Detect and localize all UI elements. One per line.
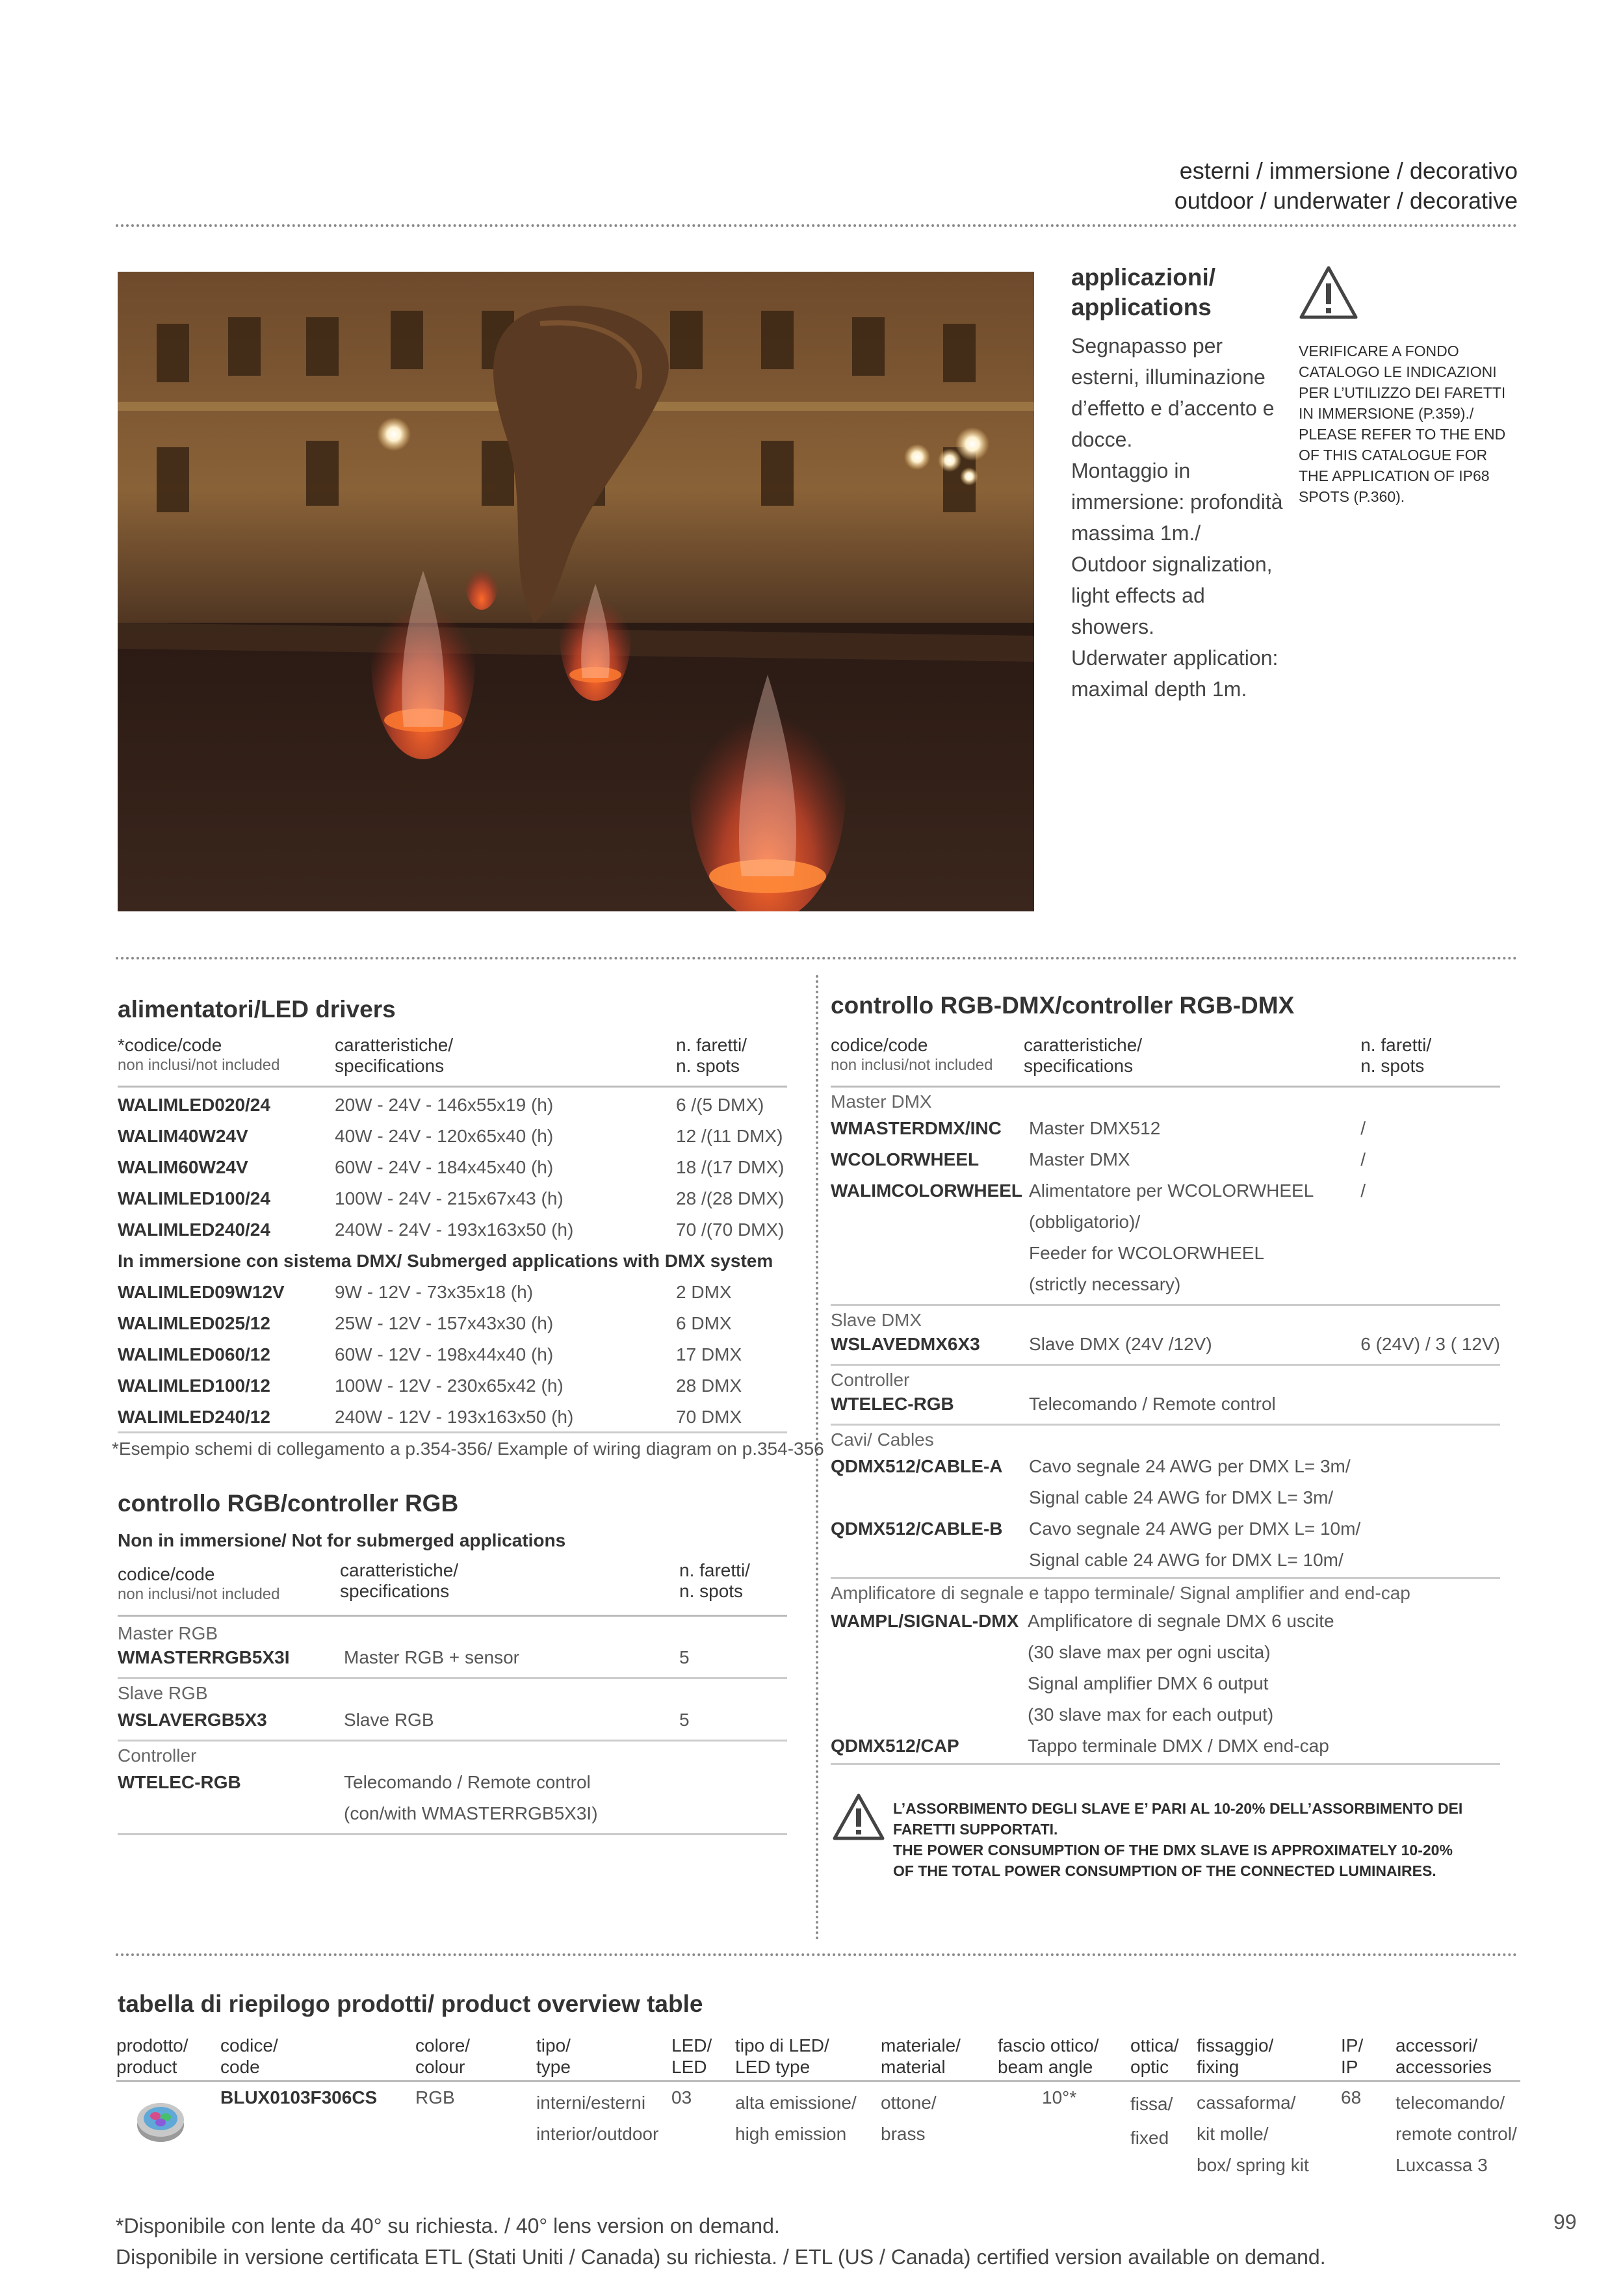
table-row-continued [118,1803,787,1834]
col-header: fascio ottico/ [998,2035,1099,2055]
product-code: WALIMLED100/12 [118,1375,270,1396]
app-line: Montaggio in [1071,459,1191,482]
spec: Telecomando / Remote control [1029,1393,1276,1414]
product-code: WMASTERDMX/INC [831,1117,1002,1138]
table-row-continued [831,1487,1500,1519]
spots: 2 DMX [676,1281,732,1302]
table-header [116,2035,1520,2081]
accessory: remote control/ [1396,2124,1517,2144]
colour: RGB [415,2087,455,2107]
col-header-en: type [536,2057,571,2077]
table-header [831,1035,1500,1087]
product-code: QDMX512/CABLE-B [831,1518,1003,1539]
spots: 70 DMX [676,1406,742,1427]
col-spots-header: n. faretti/ [679,1560,750,1580]
spec: 60W - 24V - 184x45x40 (h) [335,1156,554,1177]
spec: Signal amplifier DMX 6 output [1028,1673,1269,1693]
col-header: tipo di LED/ [735,2035,829,2055]
spots: / [1360,1117,1366,1138]
product-code: WTELEC-RGB [118,1771,241,1792]
warning-line: VERIFICARE A FONDO [1299,343,1459,359]
col-header-en: IP [1341,2057,1358,2077]
fixing-en: box/ spring kit [1197,2155,1309,2175]
product-thumbnail [129,2087,192,2150]
warning-line: PLEASE REFER TO THE END [1299,426,1506,443]
spec: 240W - 12V - 193x163x50 (h) [335,1406,574,1427]
rgb-subtitle: Non in immersione/ Not for submerged applications [118,1530,566,1550]
table-row [831,1334,1500,1365]
warning-line: OF THIS CATALOGUE FOR [1299,447,1488,463]
group-label: Amplificatore di segnale e tappo terminale/ Signal amplifier and end-cap [831,1583,1410,1603]
table-row-continued [831,1673,1500,1704]
table-row [118,1407,787,1433]
power-consumption-warning [893,1798,1504,1881]
col-header: tipo/ [536,2035,571,2055]
table-header [118,1560,787,1616]
table-row [118,1220,787,1251]
section-divider [116,1953,1518,1956]
product-code: WSLAVERGB5X3 [118,1709,267,1730]
product-code: WALIM60W24V [118,1156,248,1177]
type-en: interior/outdoor [536,2124,659,2144]
accessory: telecomando/ [1396,2093,1505,2113]
table-row-continued [831,1550,1500,1578]
table-header [118,1035,787,1087]
col-header-en: product [116,2057,177,2077]
spec: 60W - 12V - 198x44x40 (h) [335,1344,554,1364]
spec: Master DMX512 [1029,1117,1161,1138]
col-header-en: accessories [1396,2057,1492,2077]
spec: (con/with WMASTERRGB5X3I) [344,1803,598,1823]
group-label-row [118,1678,787,1710]
table-row-continued [831,1704,1500,1736]
fixing: cassaforma/ [1197,2093,1296,2113]
col-header-en: colour [415,2057,465,2077]
col-header: accessori/ [1396,2035,1478,2055]
spec: Telecomando / Remote control [344,1771,591,1792]
spec: Slave RGB [344,1709,434,1730]
applications-title-en: applications [1071,294,1212,320]
col-spots-header-en: n. spots [1360,1056,1425,1076]
table-row [831,1519,1500,1550]
spec: 100W - 12V - 230x65x42 (h) [335,1375,564,1396]
header-line-it: esterni / immersione / decorativo [1179,157,1518,184]
header-line-en: outdoor / underwater / decorative [1174,187,1518,214]
col-header: prodotto/ [116,2035,188,2055]
group-label: Slave RGB [118,1683,208,1703]
fixing: kit molle/ [1197,2124,1269,2144]
spec: Slave DMX (24V /12V) [1029,1333,1212,1354]
header-divider [116,224,1518,227]
product-code: BLUX0103F306CS [220,2087,378,2107]
table-row [118,1282,787,1313]
col-spec-header-en: specifications [1024,1056,1134,1076]
rgb-table [118,1560,787,1835]
warning-line: THE POWER CONSUMPTION OF THE DMX SLAVE IS APPROXIMATELY 10-20% [893,1842,1453,1859]
app-line: d’effetto e d’accento e [1071,397,1275,420]
overview-title: tabella di riepilogo prodotti/ product overview table [118,1990,703,2017]
rgb-title: controllo RGB/controller RGB [118,1490,459,1517]
table-row [118,1344,787,1376]
drivers-title: alimentatori/LED drivers [118,996,396,1023]
dmx-subheading: In immersione con sistema DMX/ Submerged applications with DMX system [118,1250,773,1271]
ip-rating: 68 [1341,2087,1362,2107]
table-row [118,1126,787,1157]
app-line: Uderwater application: [1071,646,1279,670]
product-code: WCOLORWHEEL [831,1149,980,1169]
warning-icon [832,1793,885,1846]
app-line: massima 1m./ [1071,521,1201,545]
group-label: Controller [118,1745,197,1766]
table-row [118,1095,787,1126]
table-row-continued [831,1212,1500,1243]
col-header-en: LED type [735,2057,811,2077]
spots: / [1360,1180,1366,1201]
col-code-header: codice/code [118,1564,215,1584]
product-photo [118,272,1034,911]
immersion-warning-text [1299,341,1523,507]
group-label: Controller [831,1370,910,1390]
table-row [831,1394,1500,1425]
footnotes [116,2210,1326,2273]
warning-line: L’ASSORBIMENTO DEGLI SLAVE E’ PARI AL 10-20% DELL’ASSORBIMENTO DEI [893,1800,1463,1817]
applications-title-it: applicazioni/ [1071,264,1216,291]
spec: Signal cable 24 AWG for DMX L= 10m/ [1029,1549,1344,1570]
col-spots-header-en: n. spots [676,1056,740,1076]
material-en: brass [881,2124,926,2144]
col-header: materiale/ [881,2035,961,2055]
table-row [118,1647,787,1678]
dmx-title: controllo RGB-DMX/controller RGB-DMX [831,992,1295,1019]
spec: (strictly necessary) [1029,1273,1181,1294]
warning-line: OF THE TOTAL POWER CONSUMPTION OF THE CONNECTED LUMINAIRES. [893,1862,1436,1879]
spec: Signal cable 24 AWG for DMX L= 3m/ [1029,1487,1334,1507]
spots: 12 /(11 DMX) [676,1125,783,1146]
table-row [831,1611,1500,1642]
col-spec-header: caratteristiche/ [1024,1035,1143,1055]
group-label: Master RGB [118,1623,218,1643]
spec: (30 slave max for each output) [1028,1704,1274,1725]
page-number: 99 [1553,2210,1577,2234]
warning-line: SPOTS (P.360). [1299,488,1405,505]
table-row-continued [831,1642,1500,1673]
spec: Master DMX [1029,1149,1130,1169]
drivers-table [118,1035,787,1433]
col-code-sub: non inclusi/not included [118,1056,280,1074]
spec: Amplificatore di segnale DMX 6 uscite [1028,1610,1334,1631]
spec: Tappo terminale DMX / DMX end-cap [1028,1735,1329,1756]
col-code-header: *codice/code [118,1035,222,1055]
col-spots-header-en: n. spots [679,1581,744,1601]
dmx-table [831,1035,1500,1765]
footnote-etl: Disponibile in versione certificata ETL (Stati Uniti / Canada) su richiesta. / ETL (US / Canada) certified version available on demand. [116,2245,1326,2269]
warning-line: CATALOGO LE INDICAZIONI [1299,363,1497,380]
warning-line: FARETTI SUPPORTATI. [893,1821,1058,1838]
optic: fissa/ [1130,2094,1173,2114]
group-label-row [831,1305,1500,1334]
led-type-en: high emission [735,2124,847,2144]
product-code: WALIMLED020/24 [118,1094,270,1115]
warning-line: THE APPLICATION OF IP68 [1299,467,1490,484]
table-row [831,1149,1500,1181]
spots: 6 (24V) / 3 ( 12V) [1360,1333,1500,1354]
table-row-continued [831,1243,1500,1274]
spots: 6 DMX [676,1312,732,1333]
table-row [118,1157,787,1188]
type: interni/esterni [536,2093,646,2113]
group-label: Slave DMX [831,1310,922,1330]
col-header-en: fixing [1197,2057,1240,2077]
spots: 5 [679,1647,690,1667]
col-header: colore/ [415,2035,471,2055]
section-divider [116,957,1518,959]
spec: 100W - 24V - 215x67x43 (h) [335,1188,564,1208]
col-code-sub: non inclusi/not included [831,1056,993,1074]
product-code: WALIMLED100/24 [118,1188,270,1208]
app-line: light effects ad [1071,584,1205,607]
led-type: alta emissione/ [735,2093,857,2113]
col-code-header: codice/code [831,1035,928,1055]
col-spots-header: n. faretti/ [1360,1035,1432,1055]
applications-title [1071,263,1215,322]
product-code: QDMX512/CABLE-A [831,1455,1003,1476]
table-row [118,1188,787,1220]
beam-angle: 10°* [1042,2087,1077,2107]
wiring-note: *Esempio schemi di collegamento a p.354-356/ Example of wiring diagram on p.354-356 [112,1439,824,1459]
product-code: WTELEC-RGB [831,1393,954,1414]
footnote-lens: *Disponibile con lente da 40° su richiesta. / 40° lens version on demand. [116,2214,780,2237]
group-label-row [118,1741,787,1772]
warning-line: IN IMMERSIONE (P.359)./ [1299,405,1474,422]
app-line: showers. [1071,615,1155,638]
col-spec-header: caratteristiche/ [340,1560,459,1580]
col-header: ottica/ [1130,2035,1179,2055]
spec: 240W - 24V - 193x163x50 (h) [335,1219,574,1240]
col-header-en: LED [671,2057,707,2077]
spec: 40W - 24V - 120x65x40 (h) [335,1125,554,1146]
spec: Master RGB + sensor [344,1647,519,1667]
group-label: Master DMX [831,1091,932,1112]
group-label-row [118,1616,787,1647]
product-code: WALIMLED09W12V [118,1281,285,1302]
led-count: 03 [671,2087,692,2107]
spec: 25W - 12V - 157x43x30 (h) [335,1312,554,1333]
col-spots-header: n. faretti/ [676,1035,747,1055]
spots: 28 /(28 DMX) [676,1188,785,1208]
spots: 6 /(5 DMX) [676,1094,764,1115]
section-header [1175,156,1518,216]
col-header-en: beam angle [998,2057,1093,2077]
spots: 70 /(70 DMX) [676,1219,785,1240]
col-header: codice/ [220,2035,278,2055]
app-line: immersione: profondità [1071,490,1283,514]
spec: Cavo segnale 24 AWG per DMX L= 10m/ [1029,1518,1361,1539]
material: ottone/ [881,2093,937,2113]
product-code: WALIM40W24V [118,1125,248,1146]
spec: (obbligatorio)/ [1029,1211,1141,1232]
col-header: LED/ [671,2035,712,2055]
col-header: IP/ [1341,2035,1364,2055]
app-line: docce. [1071,428,1133,451]
product-code: WALIMLED025/12 [118,1312,270,1333]
spec: Alimentatore per WCOLORWHEEL [1029,1180,1314,1201]
table-row [118,1376,787,1407]
product-code: WAMPL/SIGNAL-DMX [831,1610,1019,1631]
product-code: QDMX512/CAP [831,1735,959,1756]
table-row [831,1181,1500,1212]
spec: (30 slave max per ogni uscita) [1028,1641,1271,1662]
accessory: Luxcassa 3 [1396,2155,1488,2175]
product-code: WSLAVEDMX6X3 [831,1333,980,1354]
table-row [118,1313,787,1344]
dmx-subheading-row [118,1251,787,1282]
spec: 9W - 12V - 73x35x18 (h) [335,1281,534,1302]
app-line: Segnapasso per [1071,334,1223,358]
col-spec-header-en: specifications [335,1056,445,1076]
product-code: WALIMLED060/12 [118,1344,270,1364]
group-label-row [831,1578,1500,1611]
spots: 17 DMX [676,1344,742,1364]
col-spec-header: caratteristiche/ [335,1035,454,1055]
col-header-en: code [220,2057,260,2077]
col-header: fissaggio/ [1197,2035,1274,2055]
table-row [118,1710,787,1741]
spots: / [1360,1149,1366,1169]
table-row [831,1736,1500,1764]
table-row [116,2081,1520,2182]
table-row [831,1118,1500,1149]
fountain-night-photo [118,272,1034,911]
spots: 28 DMX [676,1375,742,1396]
product-code: WALIMLED240/24 [118,1219,270,1240]
table-row [118,1772,787,1803]
spec: Cavo segnale 24 AWG per DMX L= 3m/ [1029,1455,1351,1476]
group-label: Cavi/ Cables [831,1429,934,1450]
col-header-en: optic [1130,2057,1169,2077]
group-label-row [831,1425,1500,1456]
table-row [831,1456,1500,1487]
optic-en: fixed [1130,2128,1169,2148]
spec: 20W - 24V - 146x55x19 (h) [335,1094,554,1115]
product-code: WMASTERRGB5X3I [118,1647,290,1667]
app-line: Outdoor signalization, [1071,553,1273,576]
spec: Feeder for WCOLORWHEEL [1029,1242,1265,1263]
app-line: maximal depth 1m. [1071,677,1247,701]
group-label-row [831,1365,1500,1394]
group-label-row [831,1087,1500,1118]
applications-text [1071,330,1286,705]
warning-line: PER L’UTILIZZO DEI FARETTI [1299,384,1506,401]
spots: 5 [679,1709,690,1730]
overview-table [116,2035,1520,2181]
spots: 18 /(17 DMX) [676,1156,785,1177]
app-line: esterni, illuminazione [1071,365,1266,389]
col-header-en: material [881,2057,946,2077]
product-code: WALIMCOLORWHEEL [831,1180,1023,1201]
warning-icon [1299,265,1358,324]
table-row-continued [831,1274,1500,1305]
col-spec-header-en: specifications [340,1581,450,1601]
col-code-sub: non inclusi/not included [118,1585,280,1603]
product-code: WALIMLED240/12 [118,1406,270,1427]
